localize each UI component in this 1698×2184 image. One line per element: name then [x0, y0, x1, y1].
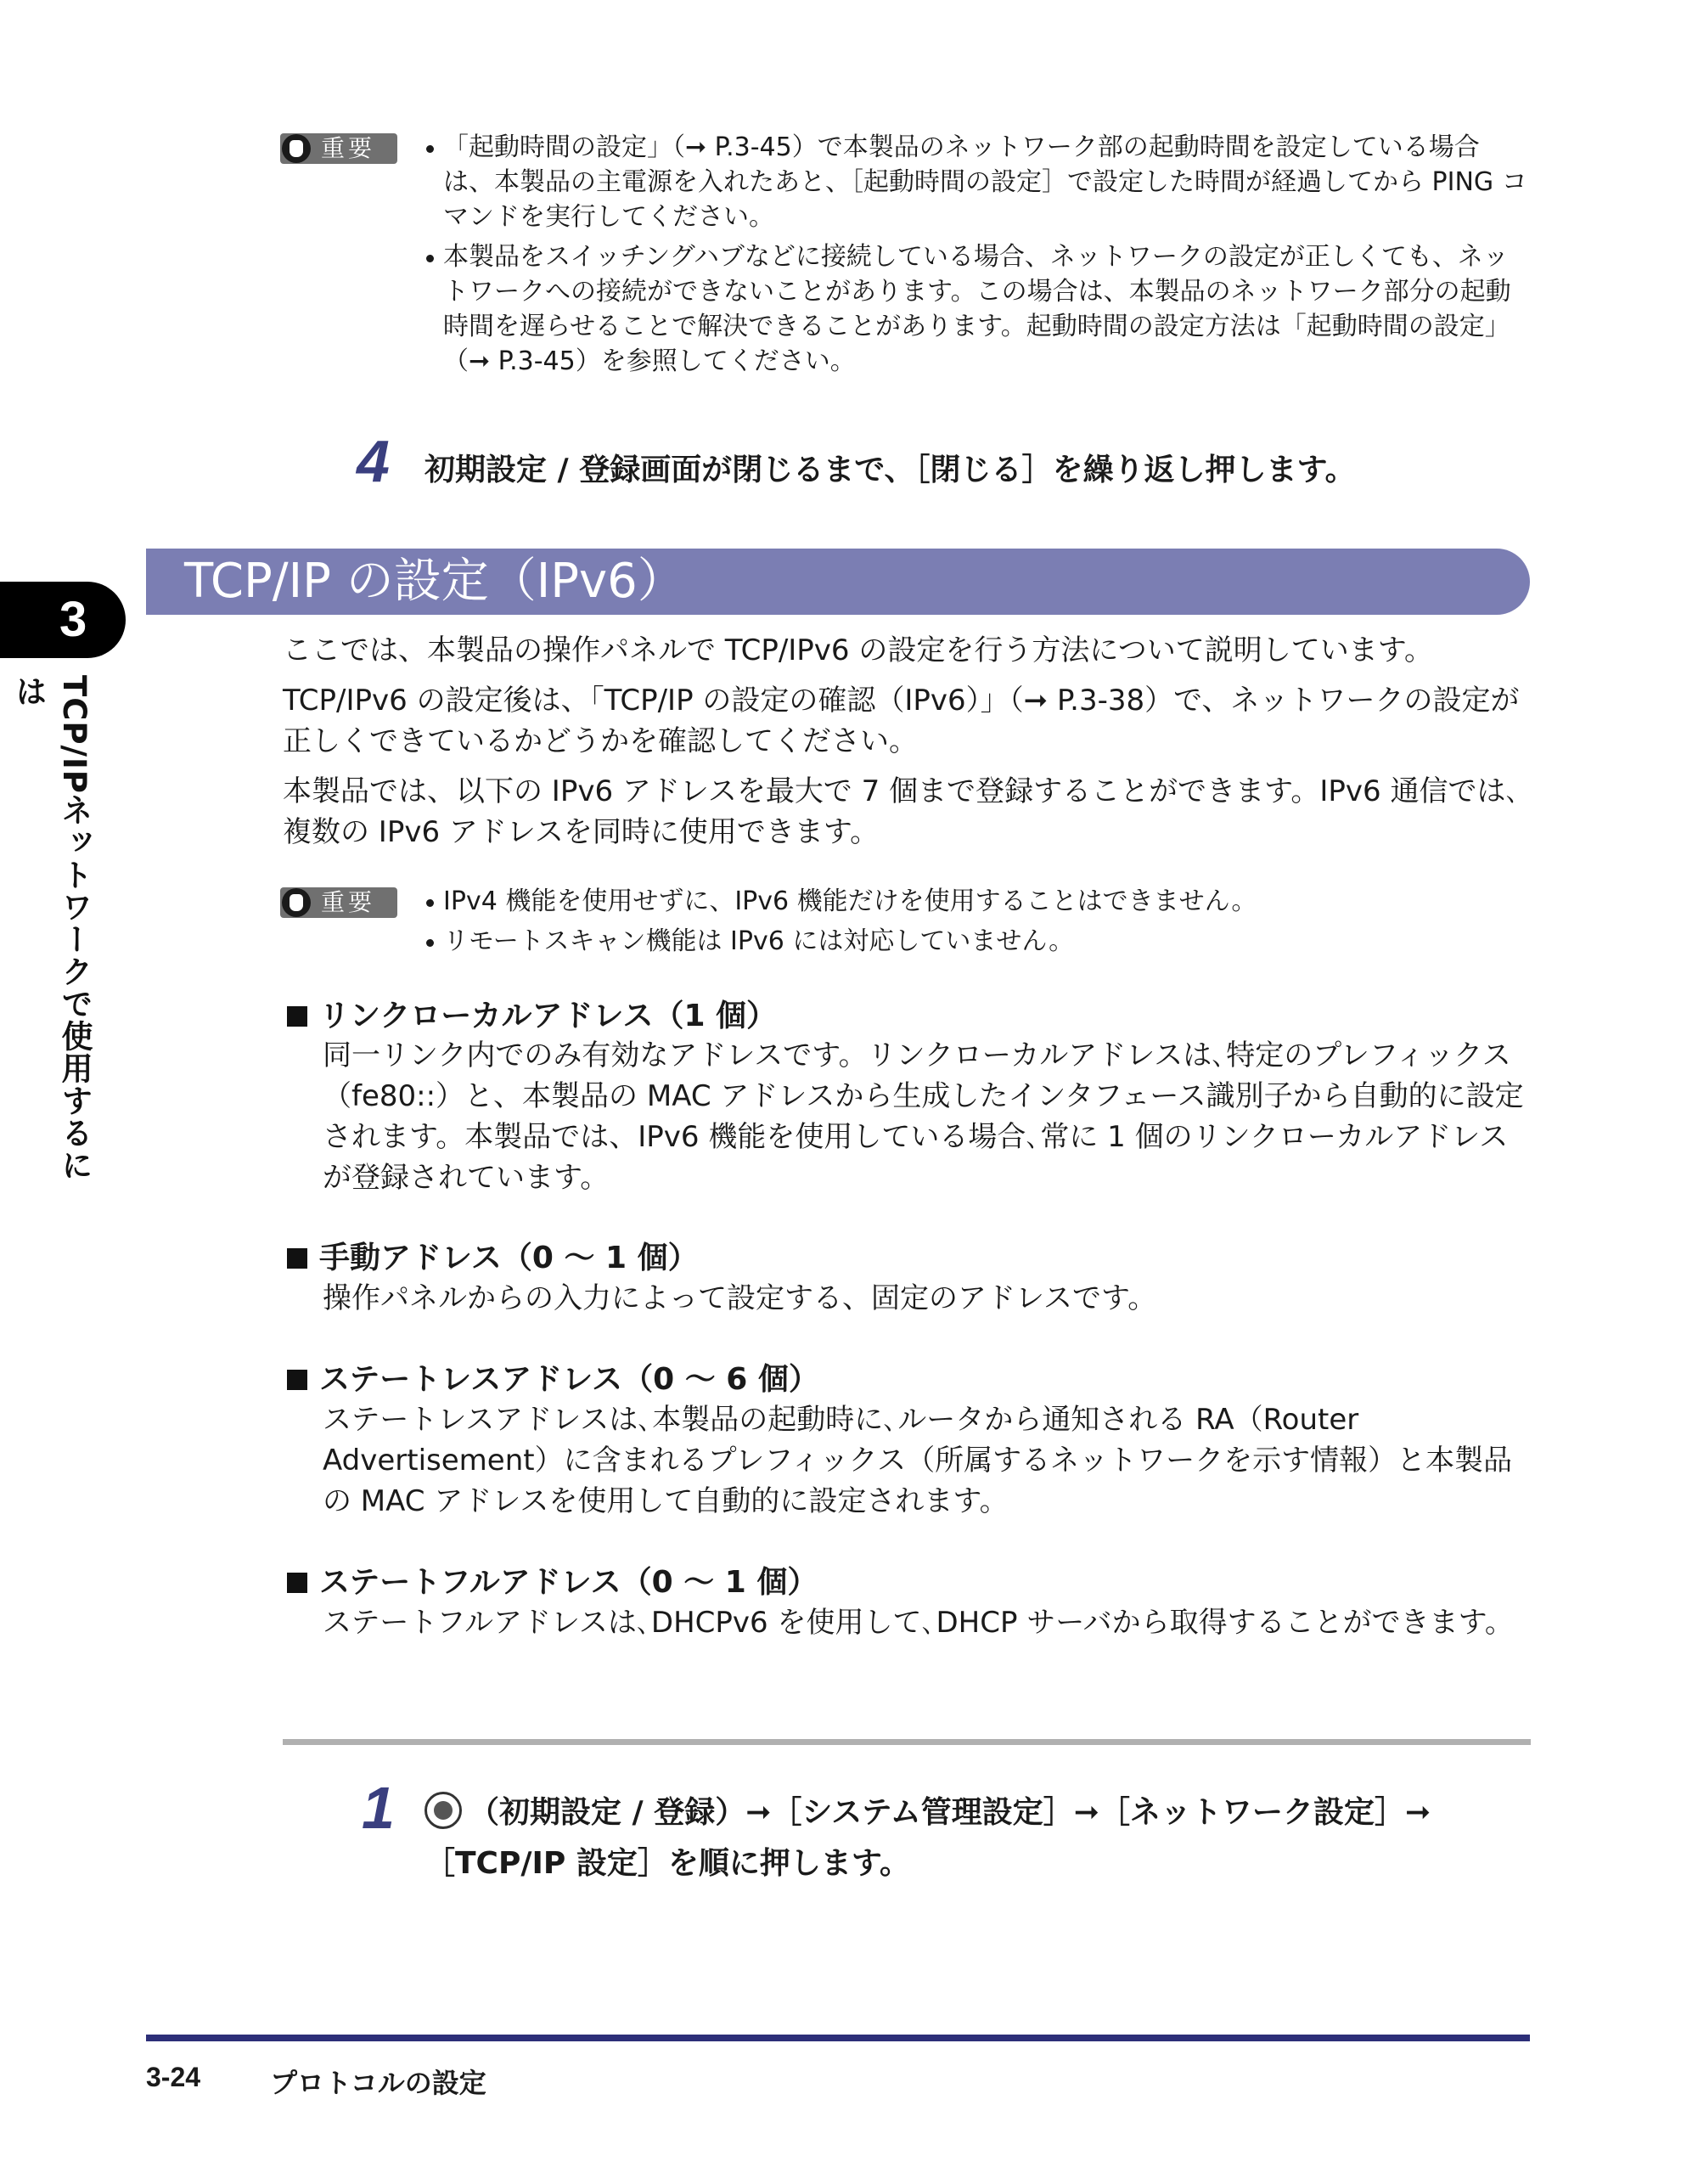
step-number: 4 [357, 428, 390, 494]
step-instruction: 初期設定 / 登録画面が閉じるまで、［閉じる］を繰り返し押します。 [424, 453, 1356, 487]
intro-paragraph: 本製品では、以下の IPv6 アドレスを最大で 7 個まで登録することができます。IPv6 通信では､複数の IPv6 アドレスを同時に使用できます。 [283, 774, 1521, 849]
intro-paragraph: TCP/IPv6 の設定後は、「TCP/IP の設定の確認（IPv6）」（➞ P.3-38）で、ネットワークの設定が正しくできているかどうかを確認してください。 [283, 684, 1520, 758]
important-notes [424, 130, 1528, 384]
hand-stop-icon [282, 888, 311, 917]
note-item: リモートスキャン機能は IPv6 には対応していません。 [424, 924, 1528, 959]
step-number: 1 [362, 1775, 395, 1841]
note-item: 「起動時間の設定」（➞ P.3-45）で本製品のネットワーク部の起動時間を設定している場合は、本製品の主電源を入れたあと、［起動時間の設定］で設定した時間が経過してから PING コマンドを実行してください。 [424, 130, 1528, 234]
chapter-tab [0, 582, 126, 658]
address-heading: 手動アドレス（0 〜 1 個） [287, 1238, 699, 1279]
divider [283, 1739, 1531, 1745]
important-label: 重要 [321, 134, 376, 162]
step-line: ［TCP/IP 設定］を順に押します。 [424, 1846, 910, 1881]
important-label: 重要 [321, 888, 376, 916]
hand-stop-icon [282, 134, 311, 163]
address-description: 操作パネルからの入力によって設定する、固定のアドレスです。 [323, 1281, 1157, 1315]
page-number: 3-24 [146, 2062, 201, 2092]
note-item: 本製品をスイッチングハブなどに接続している場合、ネットワークの設定が正しくても、ネットワークへの接続ができないことがあります。この場合は、本製品のネットワーク部分の起動時間を遅らせることで解決できることがあります。起動時間の設定方法は「起動時間の設定」（➞ P.3-45）を参照してください。 [424, 239, 1528, 379]
square-bullet-icon [287, 1006, 307, 1027]
address-heading: ステートフルアドレス（0 〜 1 個） [287, 1562, 818, 1603]
address-description: ステートレスアドレスは､本製品の起動時に､ルータから通知される RA（Router Advertisement）に含まれるプレフィックス（所属するネットワークを示す情報）と本製品の MAC アドレスを使用して自動的に設定されます。 [323, 1403, 1513, 1518]
note-item: IPv4 機能を使用せずに、IPv6 機能だけを使用することはできません。 [424, 884, 1528, 919]
important-badge [280, 133, 397, 164]
address-description: 同一リンク内でのみ有効なアドレスです。リンクローカルアドレスは､特定のプレフィックス（fe80::）と、本製品の MAC アドレスから生成したインタフェース識別子から自動的に設定されます。本製品では、IPv6 機能を使用している場合､常に 1 個のリンクローカルアドレスが登録されています。 [323, 1039, 1524, 1195]
settings-registration-key-icon [424, 1792, 462, 1829]
chapter-title: TCP/IPネットワークで使用するには [10, 675, 93, 1181]
square-bullet-icon [287, 1248, 307, 1269]
chapter-number: 3 [59, 592, 87, 647]
square-bullet-icon [287, 1370, 307, 1390]
address-heading: リンクローカルアドレス（1 個） [287, 996, 777, 1037]
address-heading: ステートレスアドレス（0 〜 6 個） [287, 1359, 819, 1400]
footer-section-title: プロトコルの設定 [270, 2067, 486, 2099]
section-heading-bar [146, 549, 1530, 615]
address-description: ステートフルアドレスは､DHCPv6 を使用して､DHCP サーバから取得することができます。 [323, 1606, 1514, 1640]
square-bullet-icon [287, 1573, 307, 1593]
step-line: （初期設定 / 登録）➞［システム管理設定］➞［ネットワーク設定］➞ [424, 1787, 1537, 1838]
important-notes [424, 884, 1528, 964]
important-badge [280, 887, 397, 918]
intro-paragraph: ここでは、本製品の操作パネルで TCP/IPv6 の設定を行う方法について説明しています。 [283, 633, 1433, 667]
footer-rule [146, 2035, 1530, 2041]
section-title: TCP/IP の設定（IPv6） [184, 554, 685, 609]
step-instruction [424, 1787, 1537, 1889]
